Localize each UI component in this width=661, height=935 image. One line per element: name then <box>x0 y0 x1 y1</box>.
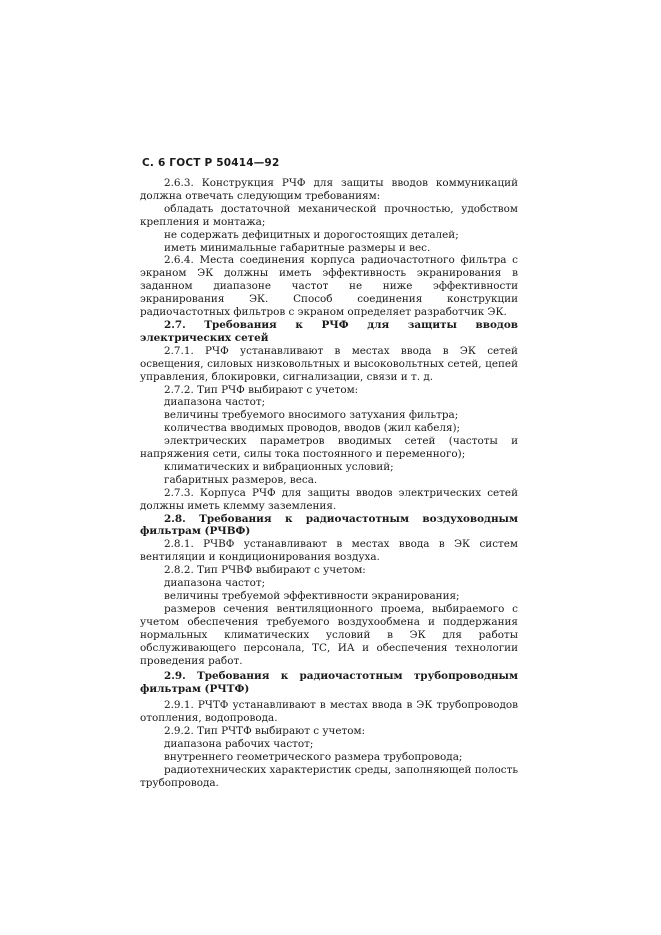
paragraph: 2.7.1. РЧФ устанавливают в местах ввода в ЭК сетей освещения, силовых низковольтных и высоковольтных сетей, цепей управления, блокировки, сигнализации, связи и т. д. <box>140 344 518 383</box>
list-item: внутреннего геометрического размера трубопровода; <box>164 750 463 763</box>
list-item: диапазона рабочих частот; <box>164 737 314 750</box>
section-heading: 2.9. Требования к радиочастотным трубопроводным фильтрам (РЧТФ) <box>140 670 518 696</box>
section-heading: 2.8. Требования к радиочастотным воздуховодным фильтрам (РЧВФ) <box>140 512 518 538</box>
list-item: размеров сечения вентиляционного проема, выбираемого с учетом обеспечения требуемого воздухообмена и поддержания нормальных климатических условий в ЭК для работы обслуживающего персонала, ТС, ИА и обеспечения технологии проведения работ. <box>140 602 518 667</box>
paragraph: 2.6.4. Места соединения корпуса радиочастотного фильтра с экраном ЭК должны иметь эффективность экранирования в заданном диапазоне частот не ниже эффективности экранирования ЭК. Способ соединения конструкции радиочастотных фильтров с экраном определяет разработчик ЭК. <box>140 254 518 319</box>
paragraph: 2.9.2. Тип РЧТФ выбирают с учетом: <box>164 725 366 738</box>
list-item: габаритных размеров, веса. <box>164 473 318 486</box>
list-item: величины требуемой эффективности экранирования; <box>164 590 460 602</box>
list-item: количества вводимых проводов, вводов (жил кабеля); <box>164 422 461 435</box>
page-header: С. 6 ГОСТ Р 50414—92 <box>142 157 280 169</box>
list-item: диапазона частот; <box>164 396 266 409</box>
paragraph: 2.8.2. Тип РЧВФ выбирают с учетом: <box>164 564 366 577</box>
list-item: обладать достаточной механической прочностью, удобством крепления и монтажа; <box>140 202 518 228</box>
paragraph: 2.8.1. РЧВФ устанавливают в местах ввода в ЭК систем вентиляции и кондиционирования воздуха. <box>140 538 518 564</box>
list-item: величины требуемого вносимого затухания фильтра; <box>164 409 459 422</box>
paragraph: 2.7.2. Тип РЧФ выбирают с учетом: <box>164 383 359 396</box>
paragraph: 2.7.3. Корпуса РЧФ для защиты вводов электрических сетей должны иметь клемму заземления. <box>140 486 518 512</box>
list-item: электрических параметров вводимых сетей (частоты и напряжения сети, силы тока постоянного и переменного); <box>140 435 518 461</box>
section-heading: 2.7. Требования к РЧФ для защиты вводов электрических сетей <box>140 318 518 344</box>
list-item: иметь минимальные габаритные размеры и вес. <box>164 241 431 254</box>
paragraph: 2.6.3. Конструкция РЧФ для защиты вводов коммуникаций должна отвечать следующим требованиям: <box>140 177 518 202</box>
list-item: не содержать дефицитных и дорогостоящих деталей; <box>164 228 459 241</box>
paragraph: 2.9.1. РЧТФ устанавливают в местах ввода в ЭК трубопроводов отопления, водопровода. <box>140 699 518 725</box>
list-item: диапазона частот; <box>164 577 266 590</box>
list-item: климатических и вибрационных условий; <box>164 460 394 473</box>
list-item: радиотехнических характеристик среды, заполняющей полость трубопровода. <box>140 763 518 789</box>
document-body <box>140 177 518 790</box>
